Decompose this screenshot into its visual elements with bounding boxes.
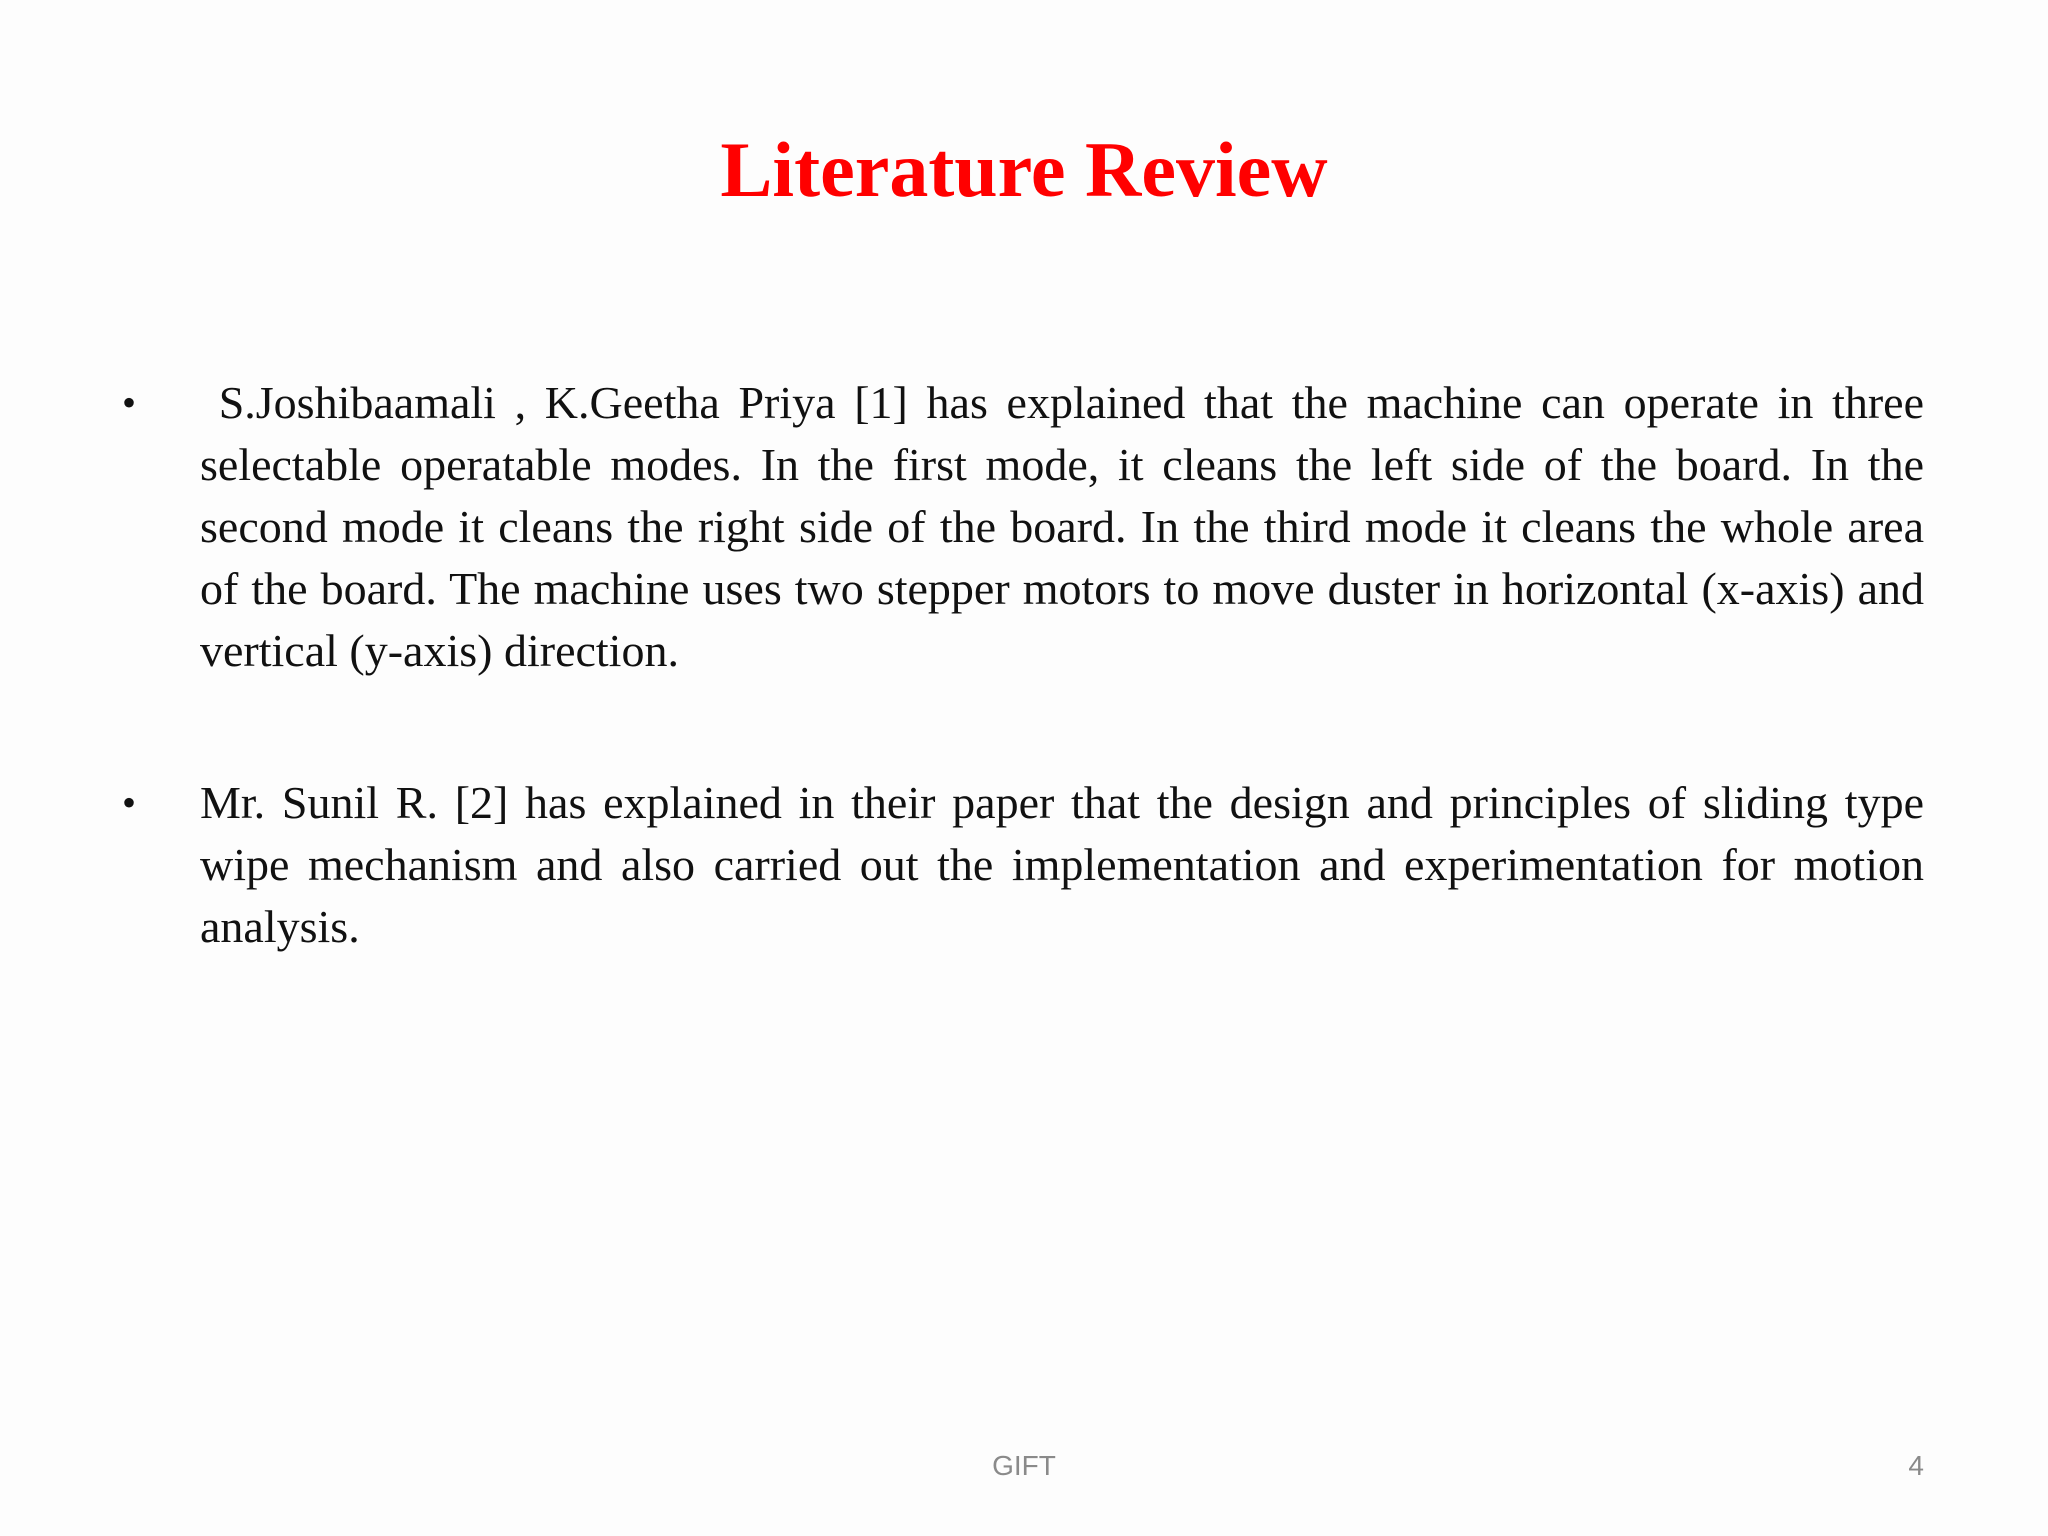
bullet-text: S.Joshibaamali , K.Geetha Priya [1] has explained that the machine can operate in three selectable operatable modes. In the first mode, it cleans the left side of the board. In the second mode it cleans the right side of the board. In the third mode it cleans the whole area of the board. The machine uses two stepper motors to move duster in horizontal (x-axis) and vertical (y-axis) direction. xyxy=(200,377,1936,676)
bullet-marker: • xyxy=(122,380,137,425)
bullet-item xyxy=(116,372,1936,682)
bullet-marker: • xyxy=(122,780,137,825)
bullet-list xyxy=(116,372,1936,958)
page-number: 4 xyxy=(1908,1450,1924,1481)
bullet-text: Mr. Sunil R. [2] has explained in their paper that the design and principles of sliding type wipe mechanism and also carried out the implementation and experimentation for motion analysis. xyxy=(200,777,1924,952)
footer-label: GIFT xyxy=(992,1450,1056,1481)
slide-title: Literature Review xyxy=(720,126,1328,213)
bullet-item xyxy=(116,772,1924,958)
